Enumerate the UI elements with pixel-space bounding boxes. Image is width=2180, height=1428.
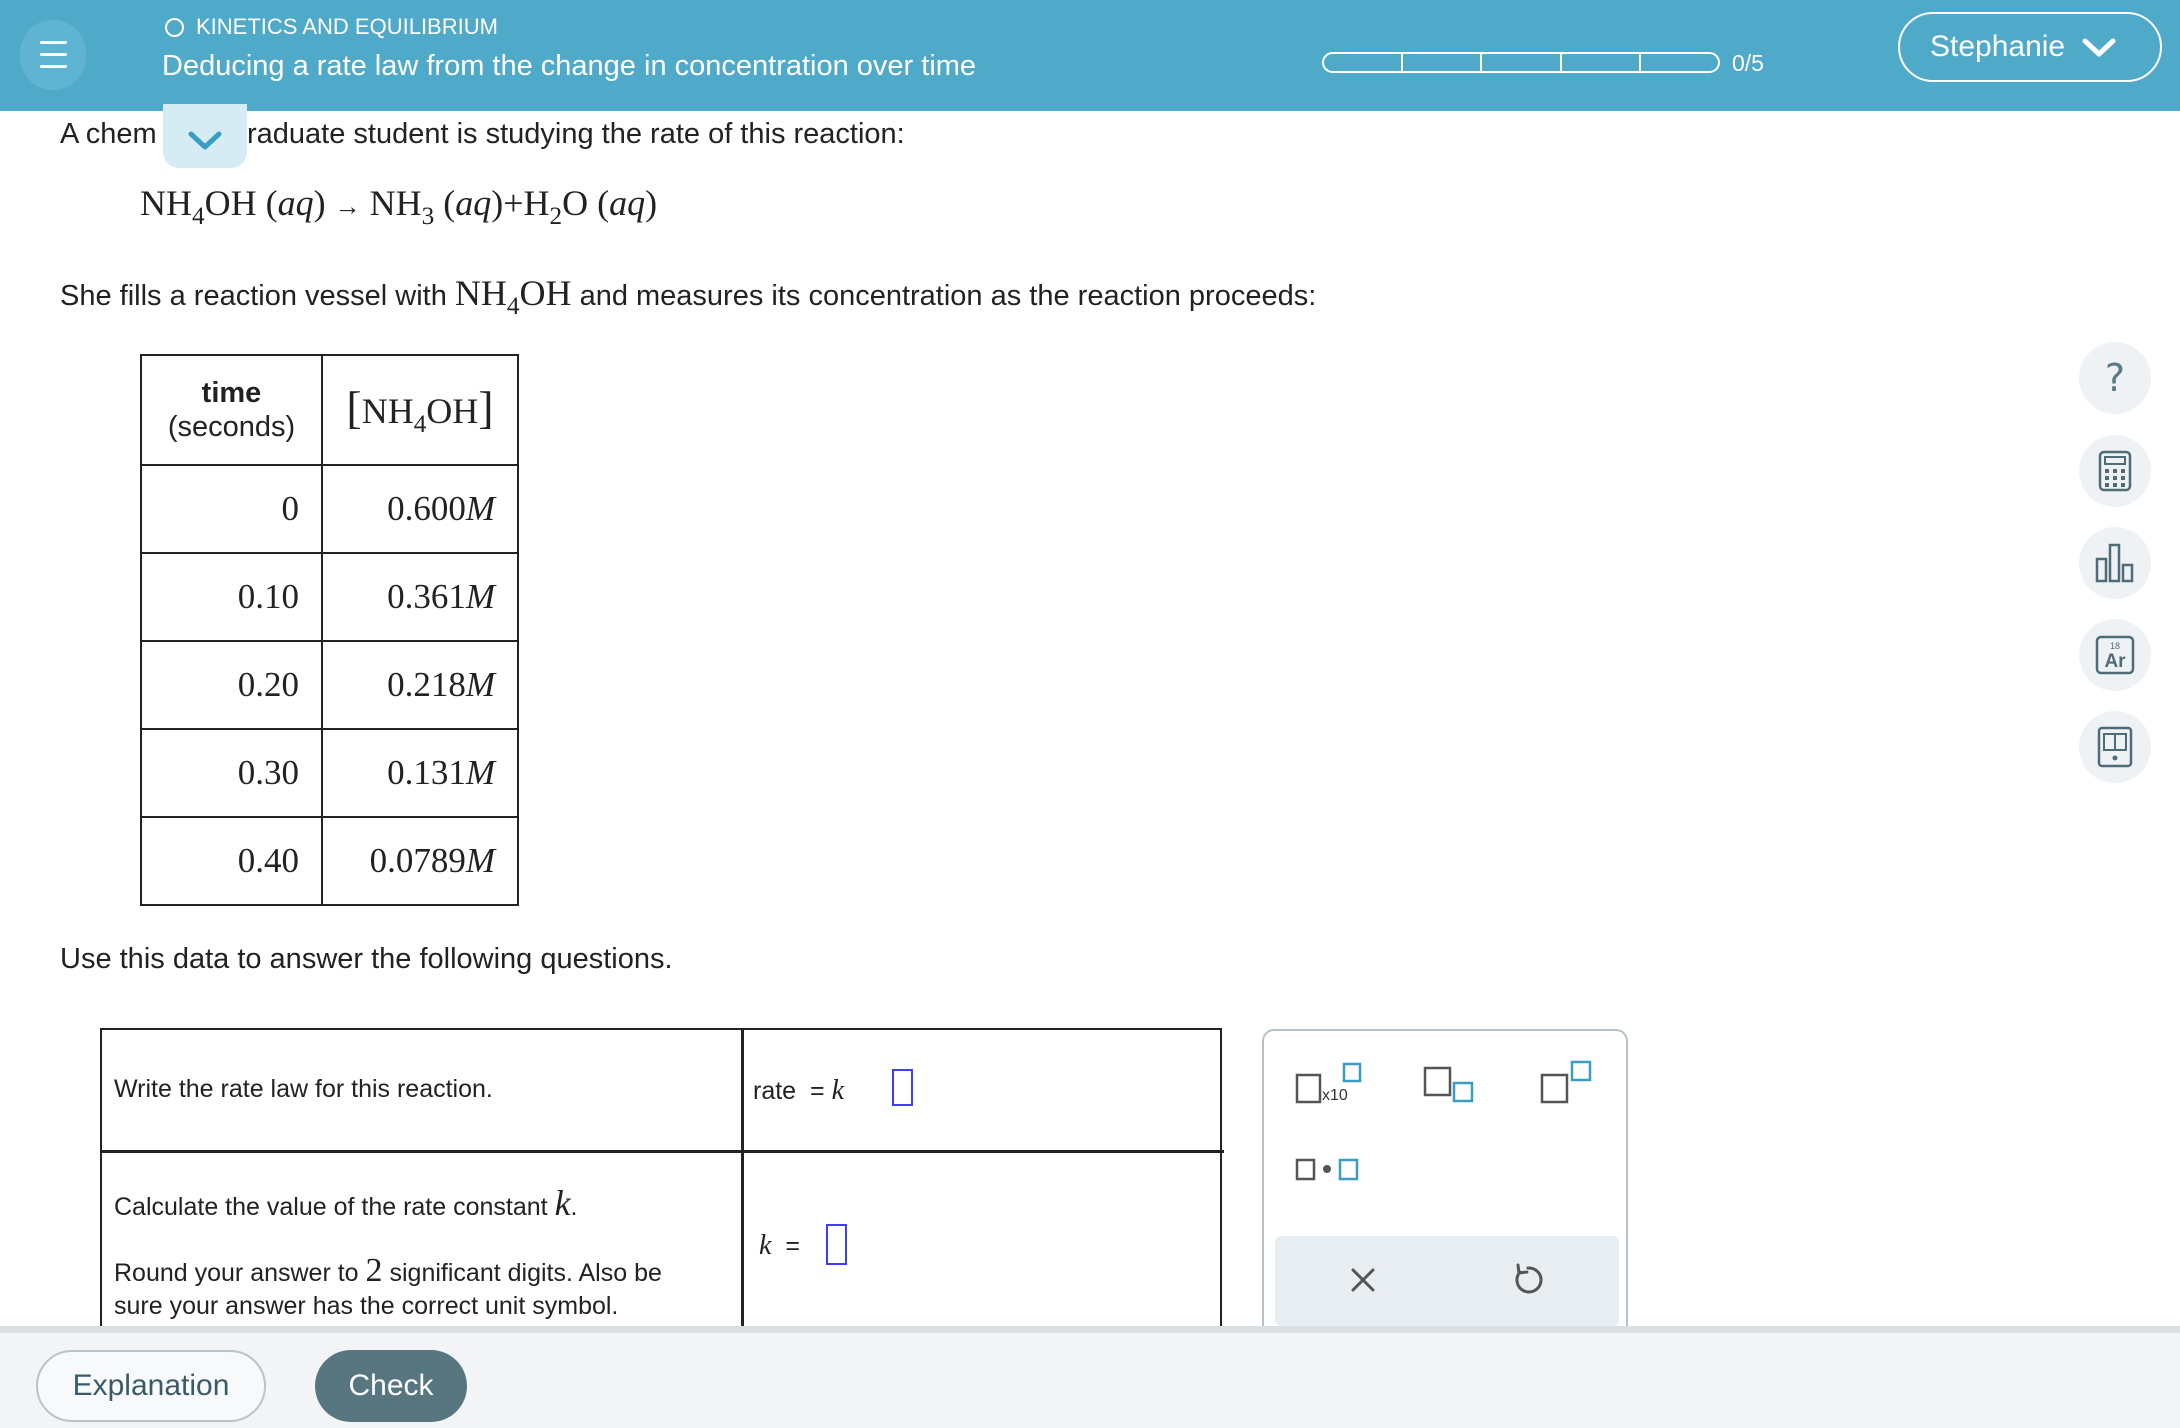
concentration-cell: 0.131M xyxy=(322,729,518,817)
topic-row xyxy=(165,14,498,40)
book-icon xyxy=(2094,725,2136,769)
svg-text:18: 18 xyxy=(2109,641,2121,651)
table-row xyxy=(141,817,518,905)
help-icon: ? xyxy=(2104,356,2126,400)
calculator-icon xyxy=(2095,449,2135,493)
time-cell: 0 xyxy=(141,465,322,553)
scientific-notation-button[interactable] xyxy=(1294,1061,1370,1114)
concentration-column-header: $[NH_4OH]$ xyxy=(322,355,518,465)
table-header-row xyxy=(141,355,518,465)
unit-instruction-line: sure your answer has the correct unit symbol. xyxy=(114,1292,619,1320)
menu-icon-bar xyxy=(40,41,67,44)
subscript-icon xyxy=(1422,1065,1476,1109)
round-instruction-line: Round your answer to 2 significant digits. Also be xyxy=(114,1252,662,1289)
subscript-button[interactable] xyxy=(1422,1065,1476,1114)
progress-segment xyxy=(1324,54,1403,71)
progress-count: 0/5 xyxy=(1732,50,1764,76)
answer-table xyxy=(100,1028,1222,1328)
undo-icon xyxy=(1508,1260,1548,1300)
svg-text:x10: x10 xyxy=(1322,1087,1348,1104)
menu-icon-bar xyxy=(40,65,67,68)
progress-segment xyxy=(1403,54,1482,71)
math-palette xyxy=(1262,1029,1628,1329)
time-cell: 0.20 xyxy=(141,641,322,729)
progress-segment xyxy=(1482,54,1561,71)
palette-action-bar xyxy=(1275,1236,1619,1326)
reference-book-button[interactable] xyxy=(2079,711,2151,783)
svg-text:Ar: Ar xyxy=(2104,651,2126,672)
instruction-text: Use this data to answer the following questions. xyxy=(60,943,673,975)
table-row xyxy=(141,641,518,729)
menu-icon-bar xyxy=(40,53,67,56)
bar-chart-icon xyxy=(2093,541,2137,585)
menu-button[interactable] xyxy=(20,20,86,90)
undo-button[interactable] xyxy=(1508,1260,1548,1305)
rate-law-answer-input[interactable] xyxy=(892,1069,913,1106)
topic-circle-icon xyxy=(165,18,184,37)
top-bar xyxy=(0,0,2180,111)
periodic-table-button[interactable] xyxy=(2079,619,2151,691)
concentration-cell: 0.600M xyxy=(322,465,518,553)
help-button[interactable] xyxy=(2079,342,2151,414)
close-icon xyxy=(1343,1260,1383,1300)
concentration-table xyxy=(140,354,519,906)
time-cell: 0.30 xyxy=(141,729,322,817)
concentration-cell: 0.218M xyxy=(322,641,518,729)
scientific-notation-icon xyxy=(1294,1061,1370,1109)
table-row xyxy=(141,729,518,817)
time-column-header: time (seconds) xyxy=(141,355,322,465)
topic-label: KINETICS AND EQUILIBRIUM xyxy=(196,14,498,39)
rate-constant-expression: k = xyxy=(759,1230,800,1261)
rate-constant-answer-input[interactable] xyxy=(826,1224,847,1265)
user-name: Stephanie xyxy=(1930,30,2066,63)
calculator-button[interactable] xyxy=(2079,435,2151,507)
explanation-button[interactable]: Explanation xyxy=(36,1350,266,1422)
multiply-dot-icon xyxy=(1294,1155,1360,1185)
check-button[interactable]: Check xyxy=(315,1350,467,1422)
chevron-down-icon xyxy=(163,104,247,164)
intro-text-left: A chem xyxy=(60,118,157,150)
data-chart-button[interactable] xyxy=(2079,527,2151,599)
user-menu-button[interactable] xyxy=(1898,12,2162,82)
concentration-cell: 0.361M xyxy=(322,553,518,641)
multiply-dot-button[interactable] xyxy=(1294,1155,1360,1190)
time-cell: 0.40 xyxy=(141,817,322,905)
question-rate-constant: Calculate the value of the rate constant k. xyxy=(114,1183,578,1223)
superscript-button[interactable] xyxy=(1539,1059,1593,1112)
table-row xyxy=(141,553,518,641)
progress-segment xyxy=(1641,54,1718,71)
time-cell: 0.10 xyxy=(141,553,322,641)
superscript-icon xyxy=(1539,1059,1593,1107)
concentration-cell: 0.0789M xyxy=(322,817,518,905)
chevron-down-icon xyxy=(2081,35,2117,59)
page-title: Deducing a rate law from the change in concentration over time xyxy=(162,50,977,82)
table-row xyxy=(141,465,518,553)
progress-segment xyxy=(1562,54,1641,71)
intro-text-right: raduate student is studying the rate of this reaction: xyxy=(247,118,905,150)
fills-sentence: She fills a reaction vessel with $NH_4OH$ and measures its concentration as the reaction proceeds: xyxy=(60,273,1317,320)
question-rate-law: Write the rate law for this reaction. xyxy=(114,1075,493,1103)
progress-bar xyxy=(1322,52,1720,73)
reaction-equation: $NH_4OH$ $(aq) \to NH_3$ $(aq)+H_2O$ (aq) xyxy=(140,183,658,230)
clear-button[interactable] xyxy=(1343,1260,1383,1305)
collapse-tab[interactable] xyxy=(163,104,247,168)
rate-law-expression: rate = k xyxy=(753,1075,844,1106)
periodic-table-icon xyxy=(2094,634,2136,676)
